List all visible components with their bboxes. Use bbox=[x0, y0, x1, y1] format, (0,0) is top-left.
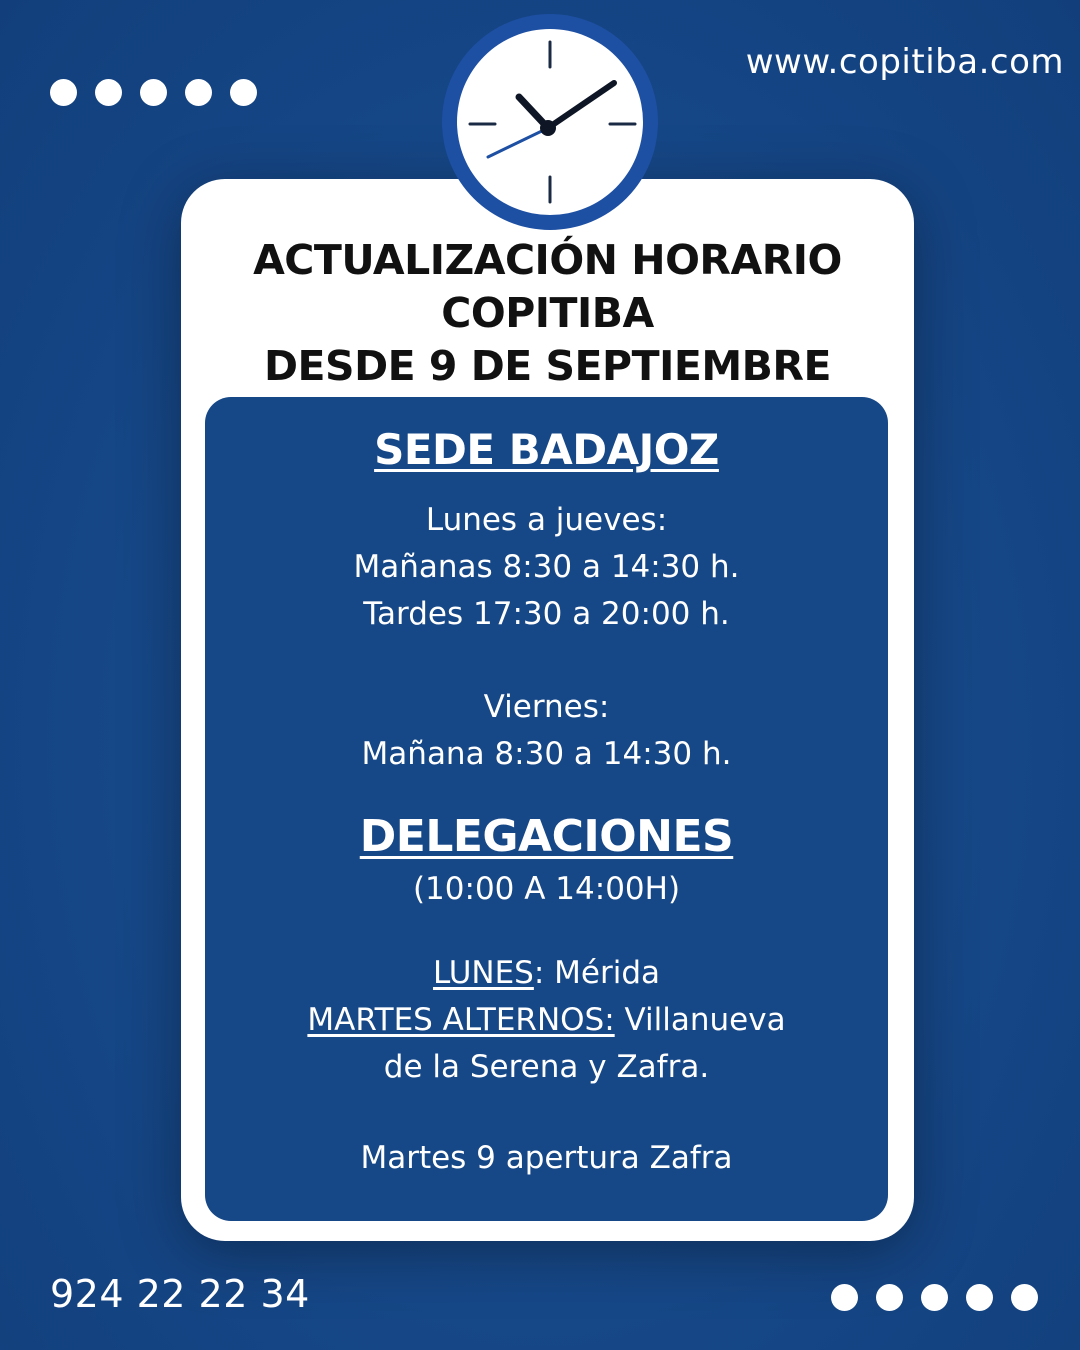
delegaciones-list bbox=[205, 950, 888, 1091]
tuesday-row bbox=[205, 997, 888, 1044]
weekday-schedule bbox=[205, 497, 888, 638]
opening-note: Martes 9 apertura Zafra bbox=[360, 1140, 733, 1176]
dot-icon bbox=[185, 79, 212, 106]
weekdays-afternoon: Tardes 17:30 a 20:00 h. bbox=[363, 596, 730, 632]
dot-icon bbox=[831, 1284, 858, 1311]
weekdays-label: Lunes a jueves: bbox=[425, 502, 668, 538]
dot-icon bbox=[50, 79, 77, 106]
dot-icon bbox=[966, 1284, 993, 1311]
sede-heading: SEDE BADAJOZ bbox=[374, 425, 719, 474]
title-line-3: DESDE 9 DE SEPTIEMBRE bbox=[264, 342, 831, 390]
title-line-1: ACTUALIZACIÓN HORARIO bbox=[253, 236, 842, 284]
dot-icon bbox=[921, 1284, 948, 1311]
dot-icon bbox=[230, 79, 257, 106]
friday-schedule bbox=[205, 684, 888, 778]
weekdays-morning: Mañanas 8:30 a 14:30 h. bbox=[353, 549, 740, 585]
dot-icon bbox=[1011, 1284, 1038, 1311]
dot-icon bbox=[876, 1284, 903, 1311]
schedule-card bbox=[181, 179, 914, 1241]
website-url: www.copitiba.com bbox=[745, 42, 1064, 82]
dot-decoration-bottom bbox=[831, 1284, 1038, 1311]
card-title bbox=[181, 234, 914, 393]
monday-place: : Mérida bbox=[533, 955, 661, 991]
dot-icon bbox=[140, 79, 167, 106]
phone-number: 924 22 22 34 bbox=[50, 1272, 310, 1316]
delegaciones-hours: (10:00 A 14:00H) bbox=[412, 871, 681, 907]
monday-row bbox=[205, 950, 888, 997]
schedule-panel bbox=[205, 397, 888, 1221]
dot-decoration-top bbox=[50, 79, 257, 106]
tuesday-place-continued: de la Serena y Zafra. bbox=[383, 1049, 710, 1085]
title-line-2: COPITIBA bbox=[441, 289, 654, 337]
friday-morning: Mañana 8:30 a 14:30 h. bbox=[361, 736, 732, 772]
friday-label: Viernes: bbox=[483, 689, 610, 725]
tuesday-label: MARTES ALTERNOS: bbox=[307, 1002, 615, 1038]
dot-icon bbox=[95, 79, 122, 106]
clock-icon bbox=[440, 12, 660, 232]
delegaciones-heading: DELEGACIONES bbox=[359, 811, 734, 862]
tuesday-place: Villanueva bbox=[614, 1002, 786, 1038]
monday-label: LUNES bbox=[432, 955, 534, 991]
